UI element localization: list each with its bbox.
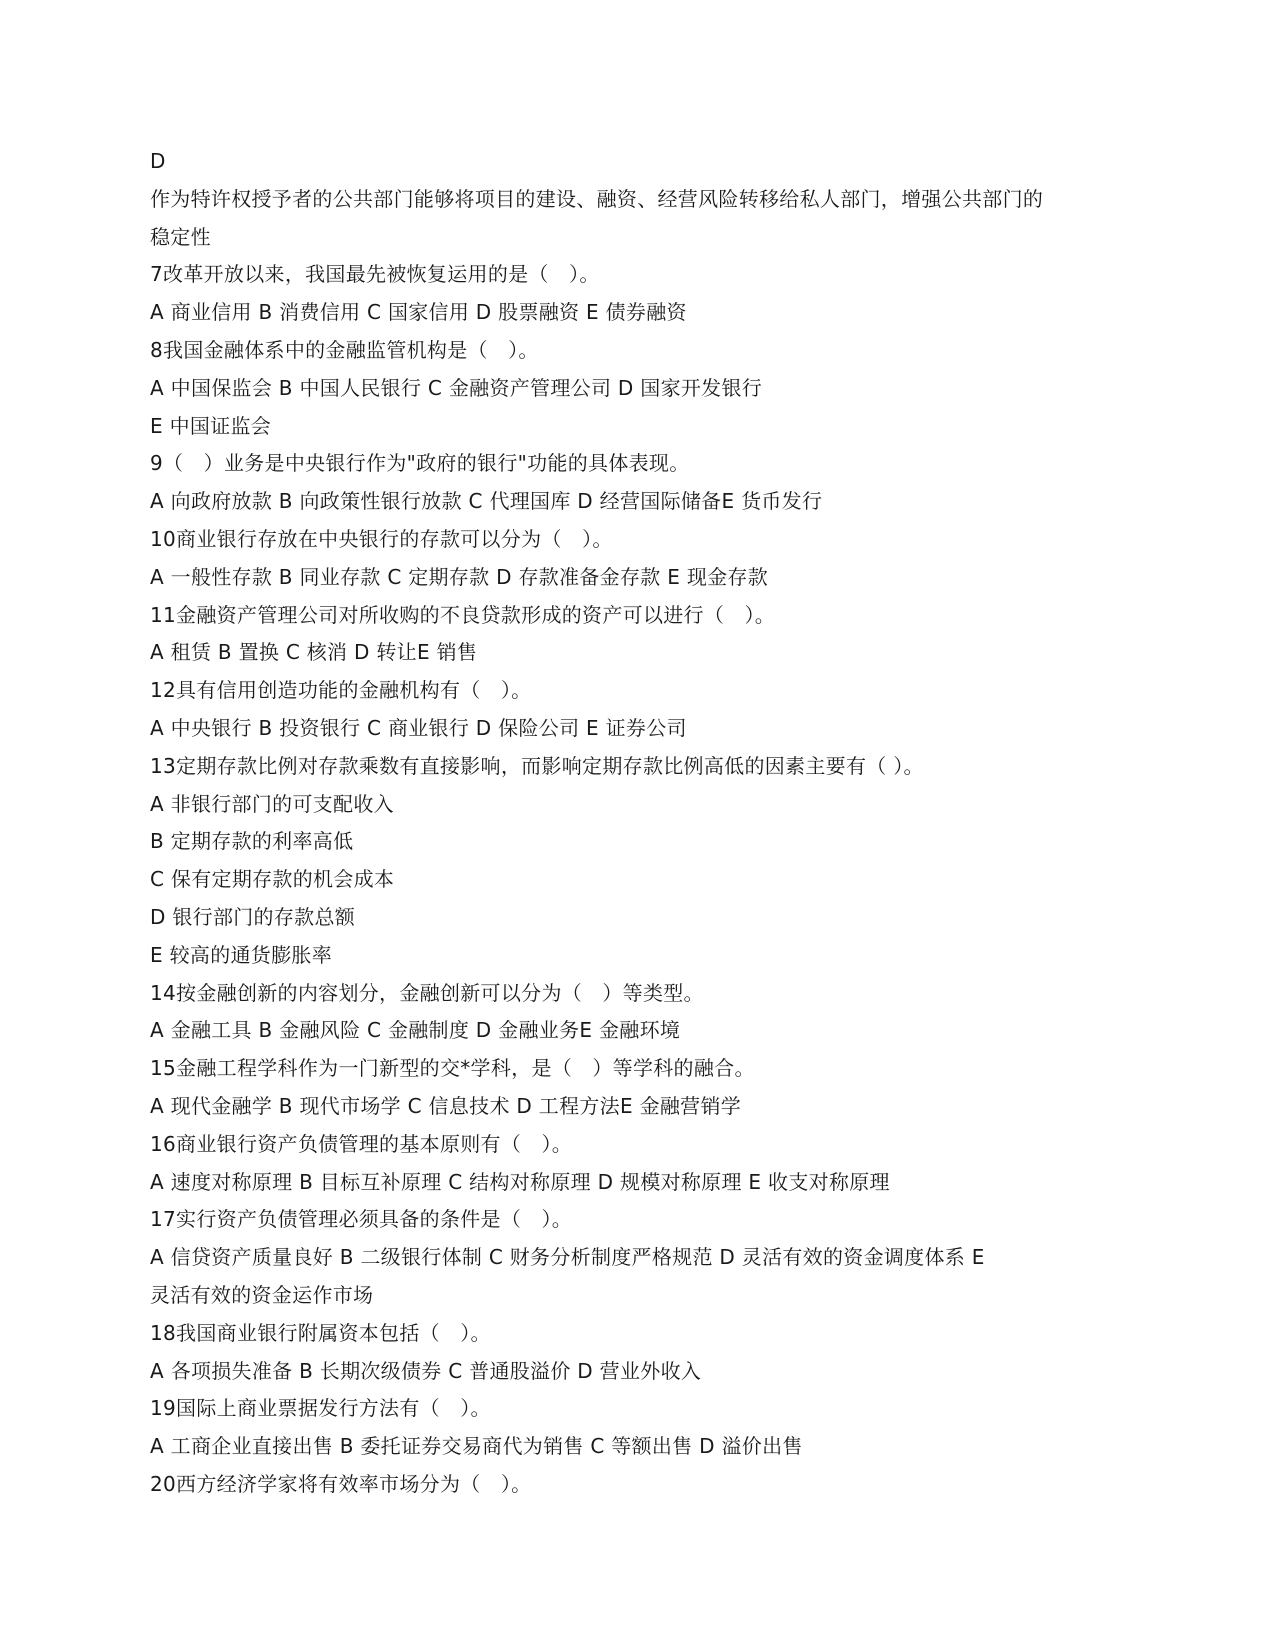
- options-14: A 金融工具 B 金融风险 C 金融制度 D 金融业务E 金融环境: [150, 1018, 681, 1043]
- options-17: A 信贷资产质量良好 B 二级银行体制 C 财务分析制度严格规范 D 灵活有效的资金调度体系 E: [150, 1245, 985, 1270]
- options-9: A 向政府放款 B 向政策性银行放款 C 代理国库 D 经营国际储备E 货币发行: [150, 489, 823, 514]
- answer-line: D: [150, 149, 166, 173]
- question-18: 18我国商业银行附属资本包括（ ）。: [150, 1320, 491, 1345]
- question-17: 17实行资产负债管理必须具备的条件是（ ）。: [150, 1207, 573, 1232]
- options-18: A 各项损失准备 B 长期次级债券 C 普通股溢价 D 营业外收入: [150, 1358, 702, 1383]
- explanation-line: 稳定性: [150, 224, 211, 249]
- question-20: 20西方经济学家将有效率市场分为（ ）。: [150, 1471, 532, 1496]
- option-13-d: D 银行部门的存款总额: [150, 904, 356, 929]
- explanation-line: 作为特许权授予者的公共部门能够将项目的建设、融资、经营风险转移给私人部门，增强公共部门的: [150, 186, 1044, 211]
- question-11: 11金融资产管理公司对所收购的不良贷款形成的资产可以进行（ ）。: [150, 602, 776, 627]
- options-11: A 租赁 B 置换 C 核消 D 转让E 销售: [150, 640, 478, 665]
- option-13-c: C 保有定期存款的机会成本: [150, 867, 395, 892]
- options-10: A 一般性存款 B 同业存款 C 定期存款 D 存款准备金存款 E 现金存款: [150, 564, 769, 589]
- option-13-a: A 非银行部门的可支配收入: [150, 791, 394, 816]
- question-13: 13定期存款比例对存款乘数有直接影响，而影响定期存款比例高低的因素主要有（ ）。: [150, 753, 924, 778]
- option-13-b: B 定期存款的利率高低: [150, 829, 354, 854]
- options-16: A 速度对称原理 B 目标互补原理 C 结构对称原理 D 规模对称原理 E 收支对称原理: [150, 1169, 890, 1194]
- document-page: [150, 143, 1140, 1504]
- options-15: A 现代金融学 B 现代市场学 C 信息技术 D 工程方法E 金融营销学: [150, 1093, 742, 1118]
- question-16: 16商业银行资产负债管理的基本原则有（ ）。: [150, 1131, 573, 1156]
- question-8: 8我国金融体系中的金融监管机构是（ ）。: [150, 337, 539, 362]
- question-7: 7改革开放以来，我国最先被恢复运用的是（ ）。: [150, 262, 600, 287]
- options-19: A 工商企业直接出售 B 委托证券交易商代为销售 C 等额出售 D 溢价出售: [150, 1434, 803, 1459]
- question-12: 12具有信用创造功能的金融机构有（ ）。: [150, 678, 532, 703]
- question-10: 10商业银行存放在中央银行的存款可以分为（ ）。: [150, 526, 613, 551]
- question-19: 19国际上商业票据发行方法有（ ）。: [150, 1396, 491, 1421]
- options-8: A 中国保监会 B 中国人民银行 C 金融资产管理公司 D 国家开发银行: [150, 375, 763, 400]
- question-15: 15金融工程学科作为一门新型的交*学科，是（ ）等学科的融合。: [150, 1056, 755, 1081]
- option-13-e: E 较高的通货膨胀率: [150, 942, 332, 967]
- options-17-cont: 灵活有效的资金运作市场: [150, 1282, 374, 1307]
- options-7: A 商业信用 B 消费信用 C 国家信用 D 股票融资 E 债券融资: [150, 300, 687, 325]
- options-12: A 中央银行 B 投资银行 C 商业银行 D 保险公司 E 证券公司: [150, 715, 687, 740]
- options-8-cont: E 中国证监会: [150, 413, 272, 438]
- question-9: 9（ ）业务是中央银行作为"政府的银行"功能的具体表现。: [150, 451, 690, 476]
- question-14: 14按金融创新的内容划分，金融创新可以分为（ ）等类型。: [150, 980, 704, 1005]
